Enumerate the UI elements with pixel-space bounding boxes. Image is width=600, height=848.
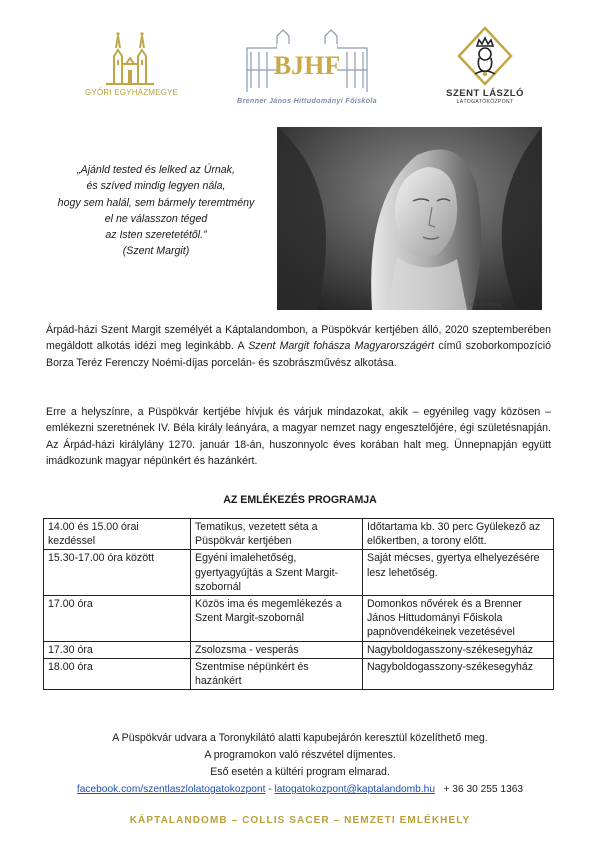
note-cell: Nagyboldogasszony-székesegyház [363, 641, 554, 658]
quote-line: „Ajánld tested és lelked az Úrnak, [77, 164, 235, 176]
event-cell: Szentmise népünkért és hazánkért [191, 658, 363, 689]
note-cell: Időtartama kb. 30 perc Gyülekező az előkertben, a torony előtt. [363, 519, 554, 550]
access-info: A Püspökvár udvara a Toronykilátó alatti kapubejárón keresztül közelíthető meg. [112, 732, 488, 744]
time-cell: 17.00 óra [44, 596, 191, 642]
note-cell: Saját mécses, gyertya elhelyezésére lesz lehetőség. [363, 550, 554, 596]
intro-text-end: című szoborkompozíció Borza Teréz Ferenczy Noémi-díjas porcelán- és szobrászművész alkotása. [46, 340, 551, 369]
artwork-title: Szent Margit fohásza Magyarországért [248, 340, 435, 353]
seminary-building-icon [237, 26, 377, 96]
intro-paragraph [46, 322, 551, 371]
slogan: KÁPTALANDOMB – COLLIS SACER – NEMZETI EMLÉKHELY [129, 815, 471, 826]
event-cell: Egyéni imalehetőség, gyertyagyújtás a Szent Margit-szobornál [191, 550, 363, 596]
table-row [44, 550, 554, 596]
szent-laszlo-logo [440, 26, 530, 105]
header-logos [0, 26, 600, 116]
saint-ladislaus-icon [455, 26, 515, 88]
practical-info [0, 730, 600, 781]
gyor-diocese-logo [85, 26, 179, 97]
saint-margit-statue-image [277, 127, 542, 310]
time-cell: 15.30-17.00 óra között [44, 550, 191, 596]
photo-credit: Fotó: Ács Tamás [468, 302, 501, 307]
phone-number: + 36 30 255 1363 [443, 784, 524, 795]
gyor-logo-caption: GYŐRI EGYHÁZMEGYE [85, 88, 179, 97]
quote-attribution: (Szent Margit) [122, 245, 190, 258]
table-row [44, 596, 554, 642]
table-row [44, 641, 554, 658]
bjhf-logo [232, 26, 382, 105]
quote-line: el ne válasszon téged [104, 212, 208, 225]
table-row [44, 658, 554, 689]
facebook-link[interactable]: facebook.com/szentlaszlolatogatokozpont [76, 784, 266, 795]
rain-info: Eső esetén a kültéri program elmarad. [210, 766, 390, 778]
time-cell: 17.30 óra [44, 641, 191, 658]
statue-photo [277, 127, 542, 310]
table-row [44, 519, 554, 550]
email-link[interactable]: latogatokozpont@kaptalandomb.hu [274, 784, 435, 795]
quote-line: és szíved mindig legyen nála, [86, 180, 226, 193]
bjhf-logo-caption: Brenner János Hittudományi Főiskola [237, 96, 377, 105]
free-entry-info: A programokon való részvétel díjmentes. [204, 749, 396, 761]
invitation-paragraph: Erre a helyszínre, a Püspökvár kertjébe hívjuk és várjuk mindazokat, akik – egyénileg vagy közösen – emlékezni szeretnének IV. Béla király leányára, a magyar nemzet nagy engesztelőjére, égi születésnapján. Az Árpád-házi királylány 1270. január 18-án, huszonnyolc éves korában halt meg. Ünnepnapján együtt imádkozunk magyar népünkért és hazánkért. [46, 406, 551, 468]
contact-separator: - [265, 784, 275, 795]
quote-line: hogy sem halál, sem bármely teremtmény [57, 196, 255, 209]
event-cell: Közös ima és megemlékezés a Szent Margit-szobornál [191, 596, 363, 642]
event-cell: Zsolozsma - vesperás [191, 641, 363, 658]
bjhf-monogram: BJHF [273, 51, 341, 80]
note-cell: Nagyboldogasszony-székesegyház [363, 658, 554, 689]
time-cell: 18.00 óra [44, 658, 191, 689]
szl-logo-subtitle: LÁTOGATÓKÖZPONT [456, 99, 514, 105]
contact-line [0, 784, 600, 795]
event-cell: Tematikus, vezetett séta a Püspökvár kertjében [191, 519, 363, 550]
quote-line: az Isten szeretetétől.” [105, 229, 207, 242]
program-table [43, 518, 554, 690]
time-cell: 14.00 és 15.00 órai kezdéssel [44, 519, 191, 550]
note-cell: Domonkos nővérek és a Brenner János Hittudományi Főiskola papnövendékeinek vezetésével [363, 596, 554, 642]
program-title: AZ EMLÉKEZÉS PROGRAMJA [223, 494, 377, 506]
margit-quote [38, 162, 274, 260]
szl-logo-title: SZENT LÁSZLÓ [446, 88, 524, 99]
cathedral-icon [100, 26, 160, 88]
intro-text-start: Árpád-házi Szent Margit személyét a Káptalandombon, a Püspökvár kertjében álló, 2020 szeptemberében megáldott alkotás idézi meg leginkább. A [46, 324, 551, 353]
